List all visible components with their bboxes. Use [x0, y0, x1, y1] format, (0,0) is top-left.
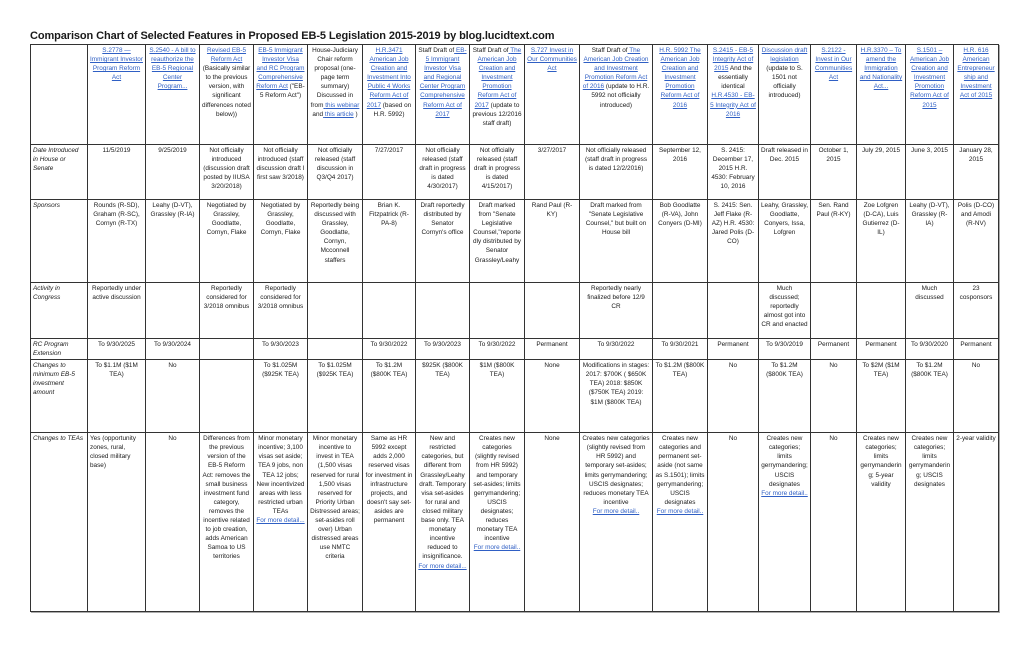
- cell-text: No: [829, 362, 838, 370]
- bill-link[interactable]: H.R. 5992 The American Job Creation and Investment Promotion Reform Act of 2016: [659, 47, 701, 109]
- cell-text: To $1.2M ($800K TEA): [655, 362, 705, 379]
- cell-date: [708, 145, 759, 200]
- header-note: And the essentially identical: [718, 65, 752, 91]
- table-row: [31, 433, 999, 612]
- header-note: Staff Draft of: [591, 47, 628, 54]
- cell-teas: [470, 433, 525, 612]
- cell-text: Reportedly under active discussion: [91, 285, 142, 302]
- row-label-activity: Activity in Congress: [31, 283, 88, 339]
- bill-link[interactable]: S.2540 - A bill to reauthorize the EB-5 Regional Center Program...: [149, 47, 196, 91]
- header-note: (Basically similar to the previous version, with significant differences noted below)): [202, 65, 251, 118]
- cell-text: To $1.2M ($800K TEA): [370, 362, 408, 379]
- column-header: [759, 45, 811, 145]
- cell-activity: [811, 283, 857, 339]
- cell-text: S. 2415: Sen. Jeff Flake (R-AZ) H.R. 4530: Jared Polis (D-CO): [711, 202, 755, 246]
- cell-text: Zoe Lofgren (D-CA), Luis Gutierrez (D-IL): [862, 202, 900, 237]
- cell-text: To 9/30/2023: [262, 341, 299, 348]
- more-detail-link[interactable]: For more detail...: [256, 517, 305, 525]
- row-label-rc-extension: RC Program Extension: [31, 339, 88, 360]
- cell-text: Much discussed: [915, 285, 944, 302]
- cell-text: 3/27/2017: [537, 147, 567, 154]
- cell-text: No: [168, 435, 177, 443]
- cell-text: Polis (D-CO) and Amodi (R-NV): [957, 202, 995, 228]
- cell-text: Permanent: [865, 341, 897, 348]
- cell-text: Creates new categories (slightly revised from HR 5992) and temporary set-asides; limits gerrymandering; USCIS designates; reduces monetary TEA incentive: [582, 435, 650, 506]
- cell-rc-extension: [857, 339, 906, 360]
- cell-text: Minor monetary incentive; 3,100 visas set aside; TEA 9 jobs, non TEA 12 jobs; New incentivized areas with less restricted urban TEAs: [256, 435, 305, 515]
- header-note: Staff Draft of: [472, 47, 509, 54]
- cell-sponsors: [200, 200, 254, 283]
- more-detail-link[interactable]: For more detail..: [473, 544, 521, 552]
- cell-text: To 9/30/2023: [424, 341, 461, 348]
- cell-min-investment: [857, 360, 906, 433]
- row-label-teas: Changes to TEAs: [31, 433, 88, 612]
- cell-rc-extension: [954, 339, 999, 360]
- bill-link[interactable]: EB-5 Immigrant Investor Visa and RC Program Comprehensive Reform Act: [256, 47, 305, 91]
- cell-rc-extension: [811, 339, 857, 360]
- column-header: [811, 45, 857, 145]
- cell-date: [811, 145, 857, 200]
- table-row: [31, 283, 999, 339]
- cell-teas: [954, 433, 999, 612]
- header-row: [31, 45, 999, 145]
- cell-text: Draft reportedly distributed by Senator Cornyn's office: [420, 202, 465, 237]
- bill-link[interactable]: Revised EB-5 Reform Act: [206, 47, 247, 64]
- cell-activity: [857, 283, 906, 339]
- cell-rc-extension: [146, 339, 200, 360]
- cell-teas: [811, 433, 857, 612]
- cell-sponsors: [416, 200, 470, 283]
- cell-sponsors: [470, 200, 525, 283]
- cell-rc-extension: [580, 339, 653, 360]
- cell-min-investment: [759, 360, 811, 433]
- corner-cell: [31, 45, 88, 145]
- cell-sponsors: [525, 200, 580, 283]
- bill-link[interactable]: EB-5 Immigrant Investor Visa and Regional Center Program Comprehensive Reform Act of 2017: [419, 47, 467, 118]
- bill-link[interactable]: The American Job Creation and Investment Promotion Reform Act of 2017: [474, 47, 522, 109]
- cell-teas: [200, 433, 254, 612]
- page-title: Comparison Chart of Selected Features in Proposed EB-5 Legislation 2015-2019 by blog.lucidtext.com: [30, 30, 555, 42]
- cell-text: Not officially introduced (staff discussion draft I first saw 3/2018): [256, 147, 305, 182]
- cell-text: To 9/30/2024: [154, 341, 191, 348]
- cell-activity: [759, 283, 811, 339]
- cell-text: Yes (opportunity zones, rural, closed military base): [90, 435, 136, 470]
- cell-text: To 9/30/2019: [766, 341, 803, 348]
- cell-date: [906, 145, 954, 200]
- more-detail-link[interactable]: For more detail..: [656, 507, 704, 515]
- cell-min-investment: [580, 360, 653, 433]
- more-detail-link[interactable]: For more detail..: [592, 507, 640, 515]
- cell-teas: [146, 433, 200, 612]
- cell-rc-extension: [363, 339, 416, 360]
- cell-date: [470, 145, 525, 200]
- cell-sponsors: [759, 200, 811, 283]
- cell-text: 23 cosponsors: [959, 285, 993, 302]
- cell-text: Creates new categories; limits gerrymandering; USCIS designates: [761, 435, 808, 488]
- cell-teas: [708, 433, 759, 612]
- cell-text: Leahy (D-VT), Grassley (R-IA): [150, 202, 195, 219]
- cell-text: Reportedly nearly finalized before 12/9 CR: [587, 285, 645, 311]
- cell-min-investment: [653, 360, 708, 433]
- cell-text: No: [829, 435, 838, 443]
- header-note: House-Judiciary Chair reform proposal (one-page term summary) Discussed in from: [310, 47, 358, 109]
- cell-rc-extension: [708, 339, 759, 360]
- comparison-table: [30, 44, 999, 612]
- cell-text: Differences from the previous version of the EB-5 Reform Act: removes the small business investment fund category, removes the incentive related to job creation, adds American Samoa to US territories: [202, 435, 251, 561]
- column-header: [708, 45, 759, 145]
- cell-text: Not officially released (staff draft in progress is dated 4/15/2017): [473, 147, 521, 191]
- bill-link[interactable]: S.727 Invest in Our Communities Act: [527, 47, 577, 73]
- cell-teas: [88, 433, 146, 612]
- cell-rc-extension: [308, 339, 363, 360]
- cell-text: Modifications in stages: 2017: $700K ( $650K TEA) 2018: $850K ($750K TEA) 2019: $1M ($800K TEA): [582, 362, 650, 406]
- bill-link[interactable]: H.R.3370 – To amend the Immigration and Nationality Act...: [859, 47, 903, 91]
- header-note: (update to S. 1501 not officially introduced): [766, 65, 803, 100]
- cell-text: Rand Paul (R-KY): [531, 202, 573, 219]
- cell-activity: [580, 283, 653, 339]
- column-header: [88, 45, 146, 145]
- cell-text: 9/25/2019: [158, 147, 187, 154]
- more-detail-link[interactable]: For more detail...: [418, 562, 467, 570]
- cell-rc-extension: [416, 339, 470, 360]
- cell-text: No: [971, 362, 981, 370]
- cell-date: [525, 145, 580, 200]
- table-row: [31, 145, 999, 200]
- cell-text: Reportedly considered for 3/2018 omnibus: [203, 285, 250, 311]
- cell-min-investment: [708, 360, 759, 433]
- cell-text: To $2M ($1M TEA): [862, 362, 900, 379]
- cell-sponsors: [308, 200, 363, 283]
- cell-text: To $1.1M ($1M TEA): [95, 362, 138, 379]
- column-header: [363, 45, 416, 145]
- cell-text: No: [728, 362, 738, 370]
- header-note: ("EB-5 Reform Act"): [259, 83, 305, 100]
- cell-text: Creates new categories; limits gerrymandering; USCIS designates: [908, 435, 951, 488]
- cell-text: Reportedly considered for 3/2018 omnibus: [257, 285, 304, 311]
- cell-text: Bob Goodlatte (R-VA), John Conyers (D-MI): [658, 202, 702, 228]
- cell-date: [308, 145, 363, 200]
- header-note: (update to H.R. 5992 not officially introduced): [591, 83, 650, 109]
- cell-min-investment: [88, 360, 146, 433]
- cell-text: 2-year validity: [956, 435, 996, 443]
- cell-min-investment: [906, 360, 954, 433]
- row-label-date: Date Introduced in House or Senate: [31, 145, 88, 200]
- cell-text: 7/27/2017: [374, 147, 404, 154]
- cell-text: Permanent: [536, 341, 568, 348]
- cell-teas: [653, 433, 708, 612]
- cell-date: [254, 145, 308, 200]
- cell-teas: [254, 433, 308, 612]
- cell-text: No: [168, 362, 177, 370]
- bill-link[interactable]: this webinar: [325, 101, 360, 109]
- column-header: [653, 45, 708, 145]
- cell-sponsors: [146, 200, 200, 283]
- cell-activity: [200, 283, 254, 339]
- cell-activity: [653, 283, 708, 339]
- bill-link[interactable]: S.2778 — Immigrant Investor Program Reform Act: [90, 47, 143, 82]
- bill-link[interactable]: Discussion draft legislation: [761, 47, 808, 64]
- cell-text: To 9/30/2022: [478, 341, 516, 348]
- cell-min-investment: [811, 360, 857, 433]
- cell-text: Not officially released (staff draft in progress is dated 12/2/2016): [584, 147, 648, 173]
- cell-text: To 9/30/2020: [911, 341, 948, 348]
- cell-text: To $1.2M ($800K TEA): [911, 362, 948, 379]
- cell-teas: [308, 433, 363, 612]
- cell-rc-extension: [525, 339, 580, 360]
- table-row: [31, 360, 999, 433]
- cell-activity: [708, 283, 759, 339]
- row-label-min-investment: Changes to minimum EB-5 investment amount: [31, 360, 88, 433]
- cell-rc-extension: [759, 339, 811, 360]
- cell-text: October 1, 2015: [818, 147, 849, 164]
- cell-text: None: [544, 435, 560, 443]
- cell-activity: [88, 283, 146, 339]
- header-note: ): [355, 110, 358, 118]
- cell-date: [857, 145, 906, 200]
- bill-link[interactable]: H.R.4530 - EB-5 Integrity Act of 2016: [710, 92, 756, 118]
- cell-sponsors: [906, 200, 954, 283]
- column-header: [525, 45, 580, 145]
- cell-sponsors: [254, 200, 308, 283]
- cell-text: Negotiated by Grassley, Goodlatte, Cornyn, Flake: [206, 202, 247, 237]
- cell-text: Draft released in Dec. 2015: [761, 147, 808, 164]
- table-row: [31, 339, 999, 360]
- bill-link[interactable]: H.R. 616 American Entrepreneurship and Investment Act of 2015: [957, 47, 995, 100]
- cell-text: Not officially released (staff draft in progress is dated 4/30/2017): [419, 147, 466, 191]
- cell-date: [580, 145, 653, 200]
- cell-teas: [906, 433, 954, 612]
- cell-text: To 9/30/2025: [98, 341, 135, 348]
- cell-min-investment: [200, 360, 254, 433]
- column-header: [906, 45, 954, 145]
- cell-min-investment: [525, 360, 580, 433]
- cell-activity: [146, 283, 200, 339]
- cell-rc-extension: [653, 339, 708, 360]
- cell-text: Permanent: [960, 341, 992, 348]
- column-header: [416, 45, 470, 145]
- cell-date: [653, 145, 708, 200]
- cell-sponsors: [954, 200, 999, 283]
- cell-min-investment: [146, 360, 200, 433]
- cell-text: Permanent: [817, 341, 850, 348]
- cell-sponsors: [580, 200, 653, 283]
- cell-rc-extension: [906, 339, 954, 360]
- cell-sponsors: [363, 200, 416, 283]
- cell-text: June 3, 2015: [911, 147, 948, 154]
- header-note: Staff Draft of: [418, 47, 455, 54]
- more-detail-link[interactable]: For more detail..: [761, 489, 808, 497]
- cell-text: Leahy, Grassley, Goodlatte, Conyers, Issa, Lofgren: [761, 202, 809, 237]
- cell-text: Permanent: [717, 341, 749, 348]
- cell-text: Brian K. Fitzpatrick (R-PA-8): [369, 202, 409, 228]
- cell-activity: [525, 283, 580, 339]
- cell-text: 11/5/2019: [102, 147, 131, 154]
- bill-link[interactable]: S.1501 – American Job Creation and Investment Promotion Reform Act of 2015: [909, 47, 950, 109]
- cell-text: Reportedly being discussed with Grassley, Goodlatte, Cornyn, Mcconnell staffers: [310, 202, 360, 264]
- cell-min-investment: [470, 360, 525, 433]
- cell-text: Much discussed; reportedly almost got into CR and enacted: [761, 285, 808, 329]
- cell-text: New and restricted categories, but different from Grassley/Leahy draft. Temporary visa set-asides for rural and closed military base only. TEA monetary incentive reduced to insignificance.: [419, 435, 466, 561]
- column-header: [146, 45, 200, 145]
- cell-rc-extension: [254, 339, 308, 360]
- header-note: (based on H.R. 5992): [373, 101, 412, 118]
- cell-text: To $1.025M ($925K TEA): [316, 362, 354, 379]
- cell-rc-extension: [470, 339, 525, 360]
- cell-activity: [254, 283, 308, 339]
- cell-text: S. 2415: December 17, 2015 H.R. 4530: February 10, 2016: [711, 147, 755, 191]
- cell-sponsors: [708, 200, 759, 283]
- cell-sponsors: [653, 200, 708, 283]
- cell-text: Draft marked from "Senate Legislative Counsel," but built on House bill: [585, 202, 647, 237]
- cell-text: Not officially introduced (discussion draft posted by IIUSA 3/20/2018): [203, 147, 250, 191]
- cell-teas: [857, 433, 906, 612]
- bill-link[interactable]: this article: [324, 110, 354, 118]
- cell-min-investment: [254, 360, 308, 433]
- cell-text: Creates new categories (slightly revised from HR 5992) and temporary set-asides; limits gerrymandering; USCIS designates; reduces monetary TEA incentive: [473, 435, 521, 543]
- bill-link[interactable]: S.2415 - EB-5 Integrity Act of 2015: [712, 47, 754, 73]
- column-header: [308, 45, 363, 145]
- cell-date: [363, 145, 416, 200]
- cell-text: Negotiated by Grassley, Goodlatte, Cornyn, Flake: [260, 202, 301, 237]
- row-label-sponsors: Sponsors: [31, 200, 88, 283]
- cell-activity: [954, 283, 999, 339]
- cell-activity: [416, 283, 470, 339]
- table-row: [31, 200, 999, 283]
- cell-text: To 9/30/2022: [597, 341, 635, 348]
- cell-activity: [906, 283, 954, 339]
- cell-text: $1M ($800K TEA): [479, 362, 515, 379]
- cell-text: No: [728, 435, 738, 443]
- cell-text: Same as HR 5992 except adds 2,000 reserved visas for investment in infrastructure projects, and doesn't say set-asides are permanent: [365, 435, 413, 525]
- cell-text: Minor monetary incentive to invest in TEA (1,500 visas reserved for rural 1,500 visas reserved for Priority Urban Distressed areas; set-asides roll over) Urban distressed areas use NMTC criteria: [310, 435, 360, 561]
- cell-activity: [470, 283, 525, 339]
- cell-min-investment: [416, 360, 470, 433]
- cell-date: [146, 145, 200, 200]
- cell-text: Draft marked from "Senate Legislative Counsel,"reportedly distributed by Senator Grassley/Leahy: [473, 202, 521, 264]
- cell-text: To 9/30/2021: [661, 341, 699, 348]
- cell-text: Leahy (D-VT), Grassley (R-IA): [909, 202, 950, 228]
- cell-teas: [416, 433, 470, 612]
- cell-text: July 29, 2015: [861, 147, 901, 154]
- cell-text: Creates new categories; limits gerrymandering; 5-year validity: [860, 435, 902, 488]
- cell-date: [416, 145, 470, 200]
- cell-text: $925K ($800K TEA): [422, 362, 463, 379]
- cell-sponsors: [88, 200, 146, 283]
- cell-teas: [363, 433, 416, 612]
- cell-text: Sen. Rand Paul (R-KY): [816, 202, 851, 219]
- column-header: [200, 45, 254, 145]
- cell-date: [759, 145, 811, 200]
- cell-teas: [580, 433, 653, 612]
- column-header: [254, 45, 308, 145]
- cell-text: Not officially released (staff discussion in Q3/Q4 2017): [314, 147, 356, 182]
- column-header: [580, 45, 653, 145]
- cell-text: To $1.025M ($925K TEA): [262, 362, 299, 379]
- cell-teas: [525, 433, 580, 612]
- cell-text: None: [544, 362, 560, 370]
- cell-text: January 28, 2015: [959, 147, 993, 164]
- bill-link[interactable]: H.R.3471 American Job Creation and Investment Into Public 4 Works Reform Act of 2017: [366, 47, 411, 109]
- cell-text: To $1.2M ($800K TEA): [766, 362, 803, 379]
- cell-text: To 9/30/2022: [370, 341, 408, 348]
- column-header: [954, 45, 999, 145]
- cell-date: [954, 145, 999, 200]
- cell-activity: [363, 283, 416, 339]
- cell-activity: [308, 283, 363, 339]
- bill-link[interactable]: The American Job Creation and Investment Promotion Reform Act of 2016: [582, 47, 649, 91]
- column-header: [857, 45, 906, 145]
- cell-date: [88, 145, 146, 200]
- cell-text: September 12, 2016: [659, 147, 701, 164]
- bill-link[interactable]: S.2122 - Invest in Our Communities Act: [814, 47, 853, 82]
- cell-text: Rounds (R-SD), Graham (R-SC), Cornyn (R-TX): [93, 202, 140, 228]
- cell-min-investment: [363, 360, 416, 433]
- cell-sponsors: [857, 200, 906, 283]
- cell-min-investment: [308, 360, 363, 433]
- cell-min-investment: [954, 360, 999, 433]
- header-note: and: [312, 110, 324, 118]
- cell-date: [200, 145, 254, 200]
- cell-rc-extension: [200, 339, 254, 360]
- cell-rc-extension: [88, 339, 146, 360]
- cell-sponsors: [811, 200, 857, 283]
- column-header: [470, 45, 525, 145]
- cell-text: Creates new categories and permanent set-aside (not same as S.1501); limits gerrymandering; USCIS designates: [655, 435, 705, 506]
- cell-teas: [759, 433, 811, 612]
- header-note: (update to previous 12/2016 staff draft): [472, 101, 522, 127]
